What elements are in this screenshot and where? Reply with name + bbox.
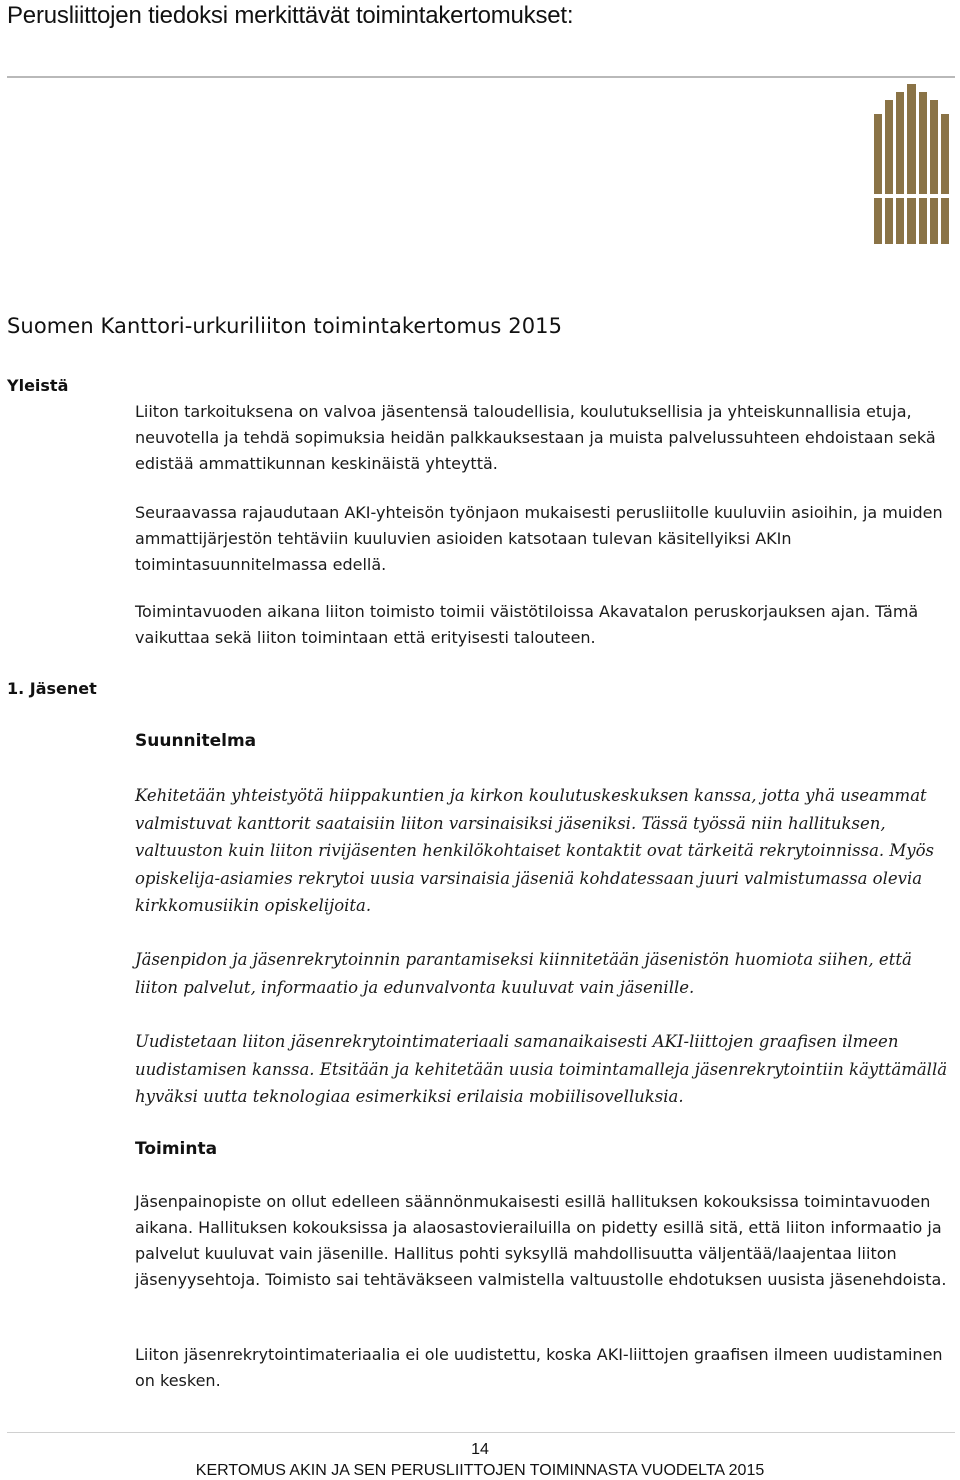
paragraph: Uudistetaan liiton jäsenrekrytointimateriaali samanaikaisesti AKI-liittojen graafisen ilmeen uudistamisen kanssa. Etsitään ja kehitetään uusia toimintamalleja jäsenrekrytointiin käyttämällä hyväksi uutta teknologiaa esimerkiksi erilaisia mobiilisovelluksia. <box>135 1032 948 1106</box>
toiminta-paragraph-1 <box>135 1189 955 1293</box>
section-label-yleista: Yleistä <box>7 376 69 395</box>
paragraph: Jäsenpainopiste on ollut edelleen säännönmukaisesti esillä hallituksen kokouksissa toimintavuoden aikana. Hallituksen kokouksissa ja alaosastovierailuilla on pidetty esillä sitä, että liiton informaatio ja palvelut kuuluvat vain jäsenille. Hallitus pohti syksyllä mahdollisuutta väljentää/laajentaa liiton jäsenyysehtoja. Toimisto sai tehtäväkseen valmistella valtuustolle ehdotuksen uusista jäsenehdoista. <box>135 1192 947 1289</box>
paragraph: Toimintavuoden aikana liiton toimisto toimii väistötiloissa Akavatalon peruskorjauksen ajan. Tämä vaikuttaa sekä liiton toimintaan että erityisesti talouteen. <box>135 602 919 647</box>
page-header-title: Perusliittojen tiedoksi merkittävät toimintakertomukset: <box>7 2 574 29</box>
organ-pipes-logo-icon <box>872 84 952 246</box>
suunnitelma-paragraph-2 <box>135 946 955 1001</box>
document-title: Suomen Kanttori-urkuriliiton toimintakertomus 2015 <box>7 314 563 338</box>
yleista-paragraph-1 <box>135 399 955 477</box>
subheading-suunnitelma: Suunnitelma <box>135 731 257 751</box>
yleista-paragraph-2 <box>135 500 955 578</box>
paragraph: Seuraavassa rajaudutaan AKI-yhteisön työnjaon mukaisesti perusliitolle kuuluviin asioihin, ja muiden ammattijärjestön tehtäviin kuuluvien asioiden katsotaan tulevan käsitellyiksi AKIn toimintasuunnitelmassa edellä. <box>135 503 943 574</box>
footer-divider <box>7 1432 955 1433</box>
subheading-toiminta: Toiminta <box>135 1139 218 1159</box>
yleista-paragraph-3 <box>135 599 955 651</box>
section-label-jasenet: 1. Jäsenet <box>7 679 97 698</box>
paragraph: Liiton tarkoituksena on valvoa jäsentensä taloudellisia, koulutuksellisia ja yhteiskunnallisia etuja, neuvotella ja tehdä sopimuksia heidän palkkauksestaan ja muista palvelussuhteen ehdoistaan sekä edistää ammattikunnan keskinäistä yhteyttä. <box>135 402 936 473</box>
suunnitelma-paragraph-3 <box>135 1028 955 1111</box>
paragraph: Liiton jäsenrekrytointimateriaalia ei ole uudistettu, koska AKI-liittojen graafisen ilmeen uudistaminen on kesken. <box>135 1345 943 1390</box>
header-divider <box>7 76 955 78</box>
page-number: 14 <box>471 1441 489 1458</box>
paragraph: Kehitetään yhteistyötä hiippakuntien ja kirkon koulutuskeskuksen kanssa, jotta yhä useammat valmistuvat kanttorit saataisiin liiton varsinaisiksi jäseniksi. Tässä työssä niin hallituksen, valtuuston kuin liiton rivijäsenten henkilökohtaiset kontaktit ovat tärkeitä rekrytoinnissa. Myös opiskelija-asiamies rekrytoi uusia varsinaisia jäseniä kohdatessaan juuri valmistumassa olevia kirkkomusiikin opiskelijoita. <box>135 786 935 915</box>
suunnitelma-paragraph-1 <box>135 782 955 920</box>
footer-title: KERTOMUS AKIN JA SEN PERUSLIITTOJEN TOIMINNASTA VUODELTA 2015 <box>195 1462 765 1479</box>
paragraph: Jäsenpidon ja jäsenrekrytoinnin parantamiseksi kiinnitetään jäsenistön huomiota siihen, että liiton palvelut, informaatio ja edunvalvonta kuuluvat vain jäsenille. <box>135 950 912 997</box>
toiminta-paragraph-2 <box>135 1342 955 1394</box>
